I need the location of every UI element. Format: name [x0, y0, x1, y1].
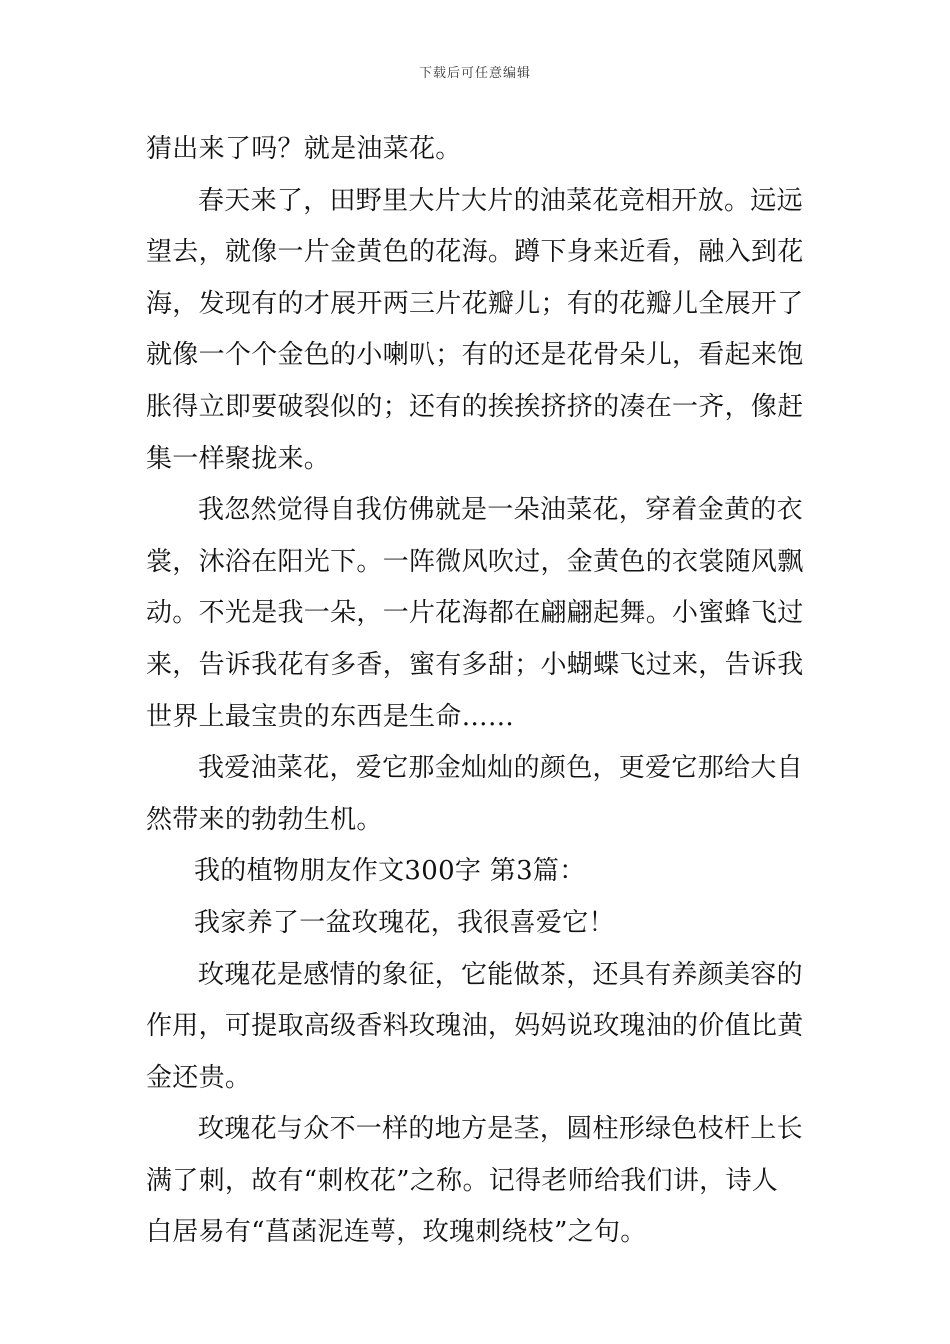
text-line: 动。不光是我一朵，一片花海都在翩翩起舞。小蜜蜂飞过: [146, 598, 804, 629]
text-line: 海，发现有的才展开两三片花瓣儿；有的花瓣儿全展开了: [146, 288, 804, 319]
text-line: 集一样聚拢来。: [146, 443, 331, 474]
text-line: 裳，沐浴在阳光下。一阵微风吹过，金黄色的衣裳随风飘: [146, 546, 804, 577]
text-line: 我家养了一盆玫瑰花，我很喜爱它！: [194, 907, 615, 938]
text-line: 猜出来了吗？就是油菜花。: [146, 134, 462, 164]
text-line: 就像一个个金色的小喇叭；有的还是花骨朵儿，看起来饱: [146, 340, 804, 371]
text-line: 白居易有“菖菡泥连萼，玫瑰刺绕枝”之句。: [146, 1217, 647, 1248]
section-heading: 我的植物朋友作文300字 第3篇：: [194, 856, 586, 887]
text-line: 春天来了，田野里大片大片的油菜花竞相开放。远远: [198, 185, 803, 216]
page-header: 下载后可任意编辑: [418, 66, 531, 81]
text-line: 世界上最宝贵的东西是生命……: [146, 701, 515, 732]
text-line: 我忽然觉得自我仿佛就是一朵油菜花，穿着金黄的衣: [198, 495, 803, 526]
text-line: 金还贵。: [146, 1062, 252, 1093]
text-line: 胀得立即要破裂似的；还有的挨挨挤挤的凑在一齐，像赶: [146, 391, 804, 422]
text-line: 然带来的勃勃生机。: [146, 804, 383, 835]
text-line: 我爱油菜花，爱它那金灿灿的颜色，更爱它那给大自: [198, 753, 803, 784]
text-line: 玫瑰花与众不一样的地方是茎，圆柱形绿色枝杆上长: [198, 1114, 803, 1145]
text-line: 满了刺，故有“刺枚花”之称。记得老师给我们讲，诗人: [146, 1165, 779, 1196]
text-line: 来，告诉我花有多香，蜜有多甜；小蝴蝶飞过来，告诉我: [146, 649, 804, 680]
text-line: 作用，可提取高级香料玫瑰油，妈妈说玫瑰油的价值比黄: [146, 1011, 804, 1042]
text-line: 望去，就像一片金黄色的花海。蹲下身来近看，融入到花: [146, 237, 804, 268]
text-line: 玫瑰花是感情的象征，它能做茶，还具有养颜美容的: [198, 959, 803, 990]
document-body: [146, 124, 808, 1259]
